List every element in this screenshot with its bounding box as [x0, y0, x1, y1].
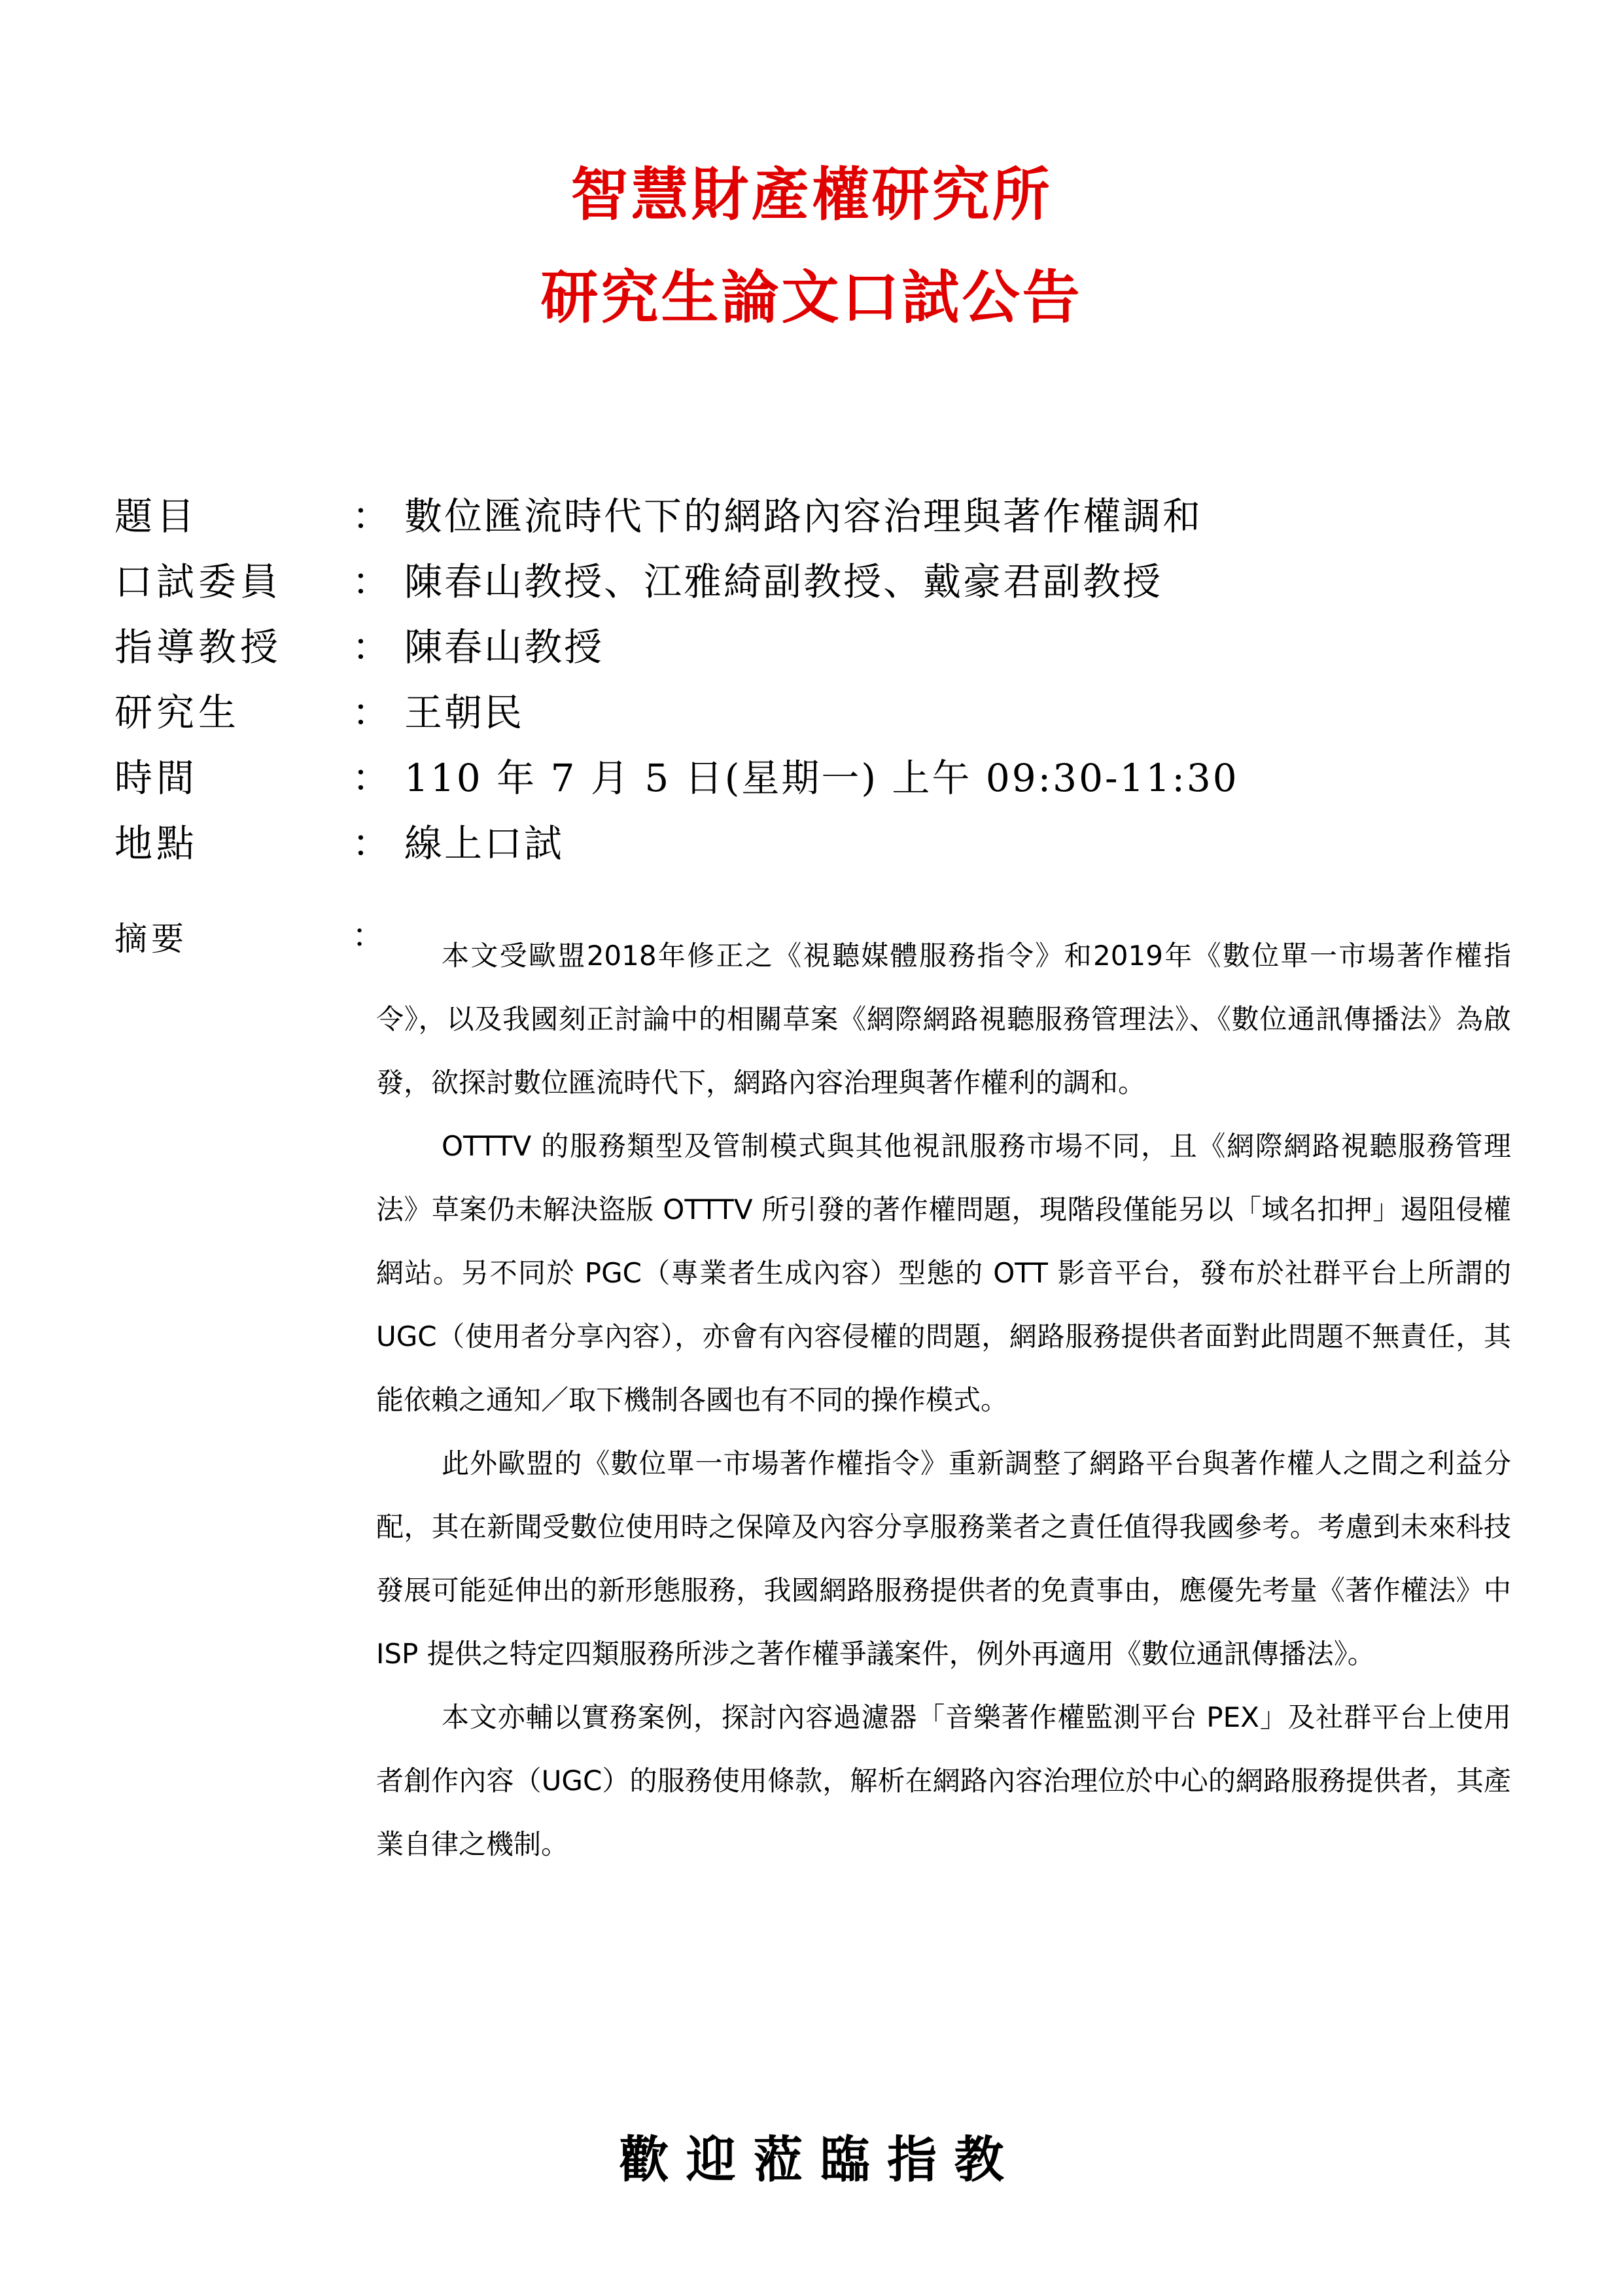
abstract-paragraph: 此外歐盟的《數位單一市場著作權指令》重新調整了網路平台與著作權人之間之利益分配，其在新聞受數位使用時之保障及內容分享服務業者之責任值得我國參考。考慮到未來科技發展可能延伸出的新形態服務，我國網路服務提供者的免責事由，應優先考量《著作權法》中 ISP 提供之特定四類服務所涉之著作權爭議案件，例外再適用《數位通訊傳播法》。 [376, 1447, 1511, 1670]
abstract-paragraph: OTTTV 的服務類型及管制模式與其他視訊服務市場不同，且《網際網路視聽服務管理法》草案仍未解決盜版 OTTTV 所引發的著作權問題，現階段僅能另以「域名扣押」遏阻侵權網站。另不同於 PGC（專業者生成內容）型態的 OTT 影音平台，發布於社群平台上所謂的 UGC（使用者分享內容），亦會有內容侵權的問題，網路服務提供者面對此問題不無責任，其能依賴之通知／取下機制各國也有不同的操作模式。 [376, 1130, 1511, 1416]
abstract-colon: ： [352, 917, 385, 955]
info-colon: ： [352, 756, 391, 800]
info-row-student [0, 682, 1623, 747]
info-label: 指導教授 [114, 625, 283, 669]
abstract-body [376, 924, 1511, 1876]
institute-title: 智慧財產權研究所 [570, 160, 1053, 228]
info-value: 陳春山教授 [404, 625, 604, 669]
abstract-paragraph: 本文亦輔以實務案例，探討內容過濾器「音樂著作權監測平台 PEX」及社群平台上使用者創作內容（UGC）的服務使用條款，解析在網路內容治理位於中心的網路服務提供者，其產業自律之機制。 [376, 1701, 1511, 1860]
info-value: 數位匯流時代下的網路內容治理與著作權調和 [404, 494, 1203, 539]
info-row-time [0, 747, 1623, 813]
info-colon: ： [352, 625, 391, 669]
info-row-topic [0, 486, 1623, 551]
abstract-label: 摘要 [114, 920, 188, 958]
info-colon: ： [352, 821, 391, 866]
info-value: 王朝民 [404, 690, 525, 735]
info-value: 線上口試 [404, 821, 565, 866]
info-colon: ： [352, 494, 391, 539]
info-label: 口試委員 [114, 559, 283, 604]
info-label: 地點 [114, 821, 199, 866]
info-label: 題目 [114, 494, 199, 539]
info-colon: ： [352, 559, 391, 604]
info-row-advisor [0, 616, 1623, 682]
announcement-title: 研究生論文口試公告 [540, 263, 1083, 331]
closing-welcome: 歡 迎 蒞 臨 指 教 [619, 2130, 1004, 2189]
info-colon: ： [352, 690, 391, 735]
info-value: 110 年 7 月 5 日(星期一) 上午 09:30-11:30 [404, 756, 1239, 800]
info-value: 陳春山教授、江雅綺副教授、戴豪君副教授 [404, 559, 1163, 604]
abstract-paragraph: 本文受歐盟2018年修正之《視聽媒體服務指令》和2019年《數位單一市場著作權指令》，以及我國刻正討論中的相關草案《網際網路視聽服務管理法》、《數位通訊傳播法》為啟發，欲探討數位匯流時代下，網路內容治理與著作權利的調和。 [376, 940, 1511, 1099]
info-label: 時間 [114, 756, 199, 800]
info-row-committee [0, 551, 1623, 616]
info-label: 研究生 [114, 690, 241, 735]
info-row-location [0, 813, 1623, 878]
